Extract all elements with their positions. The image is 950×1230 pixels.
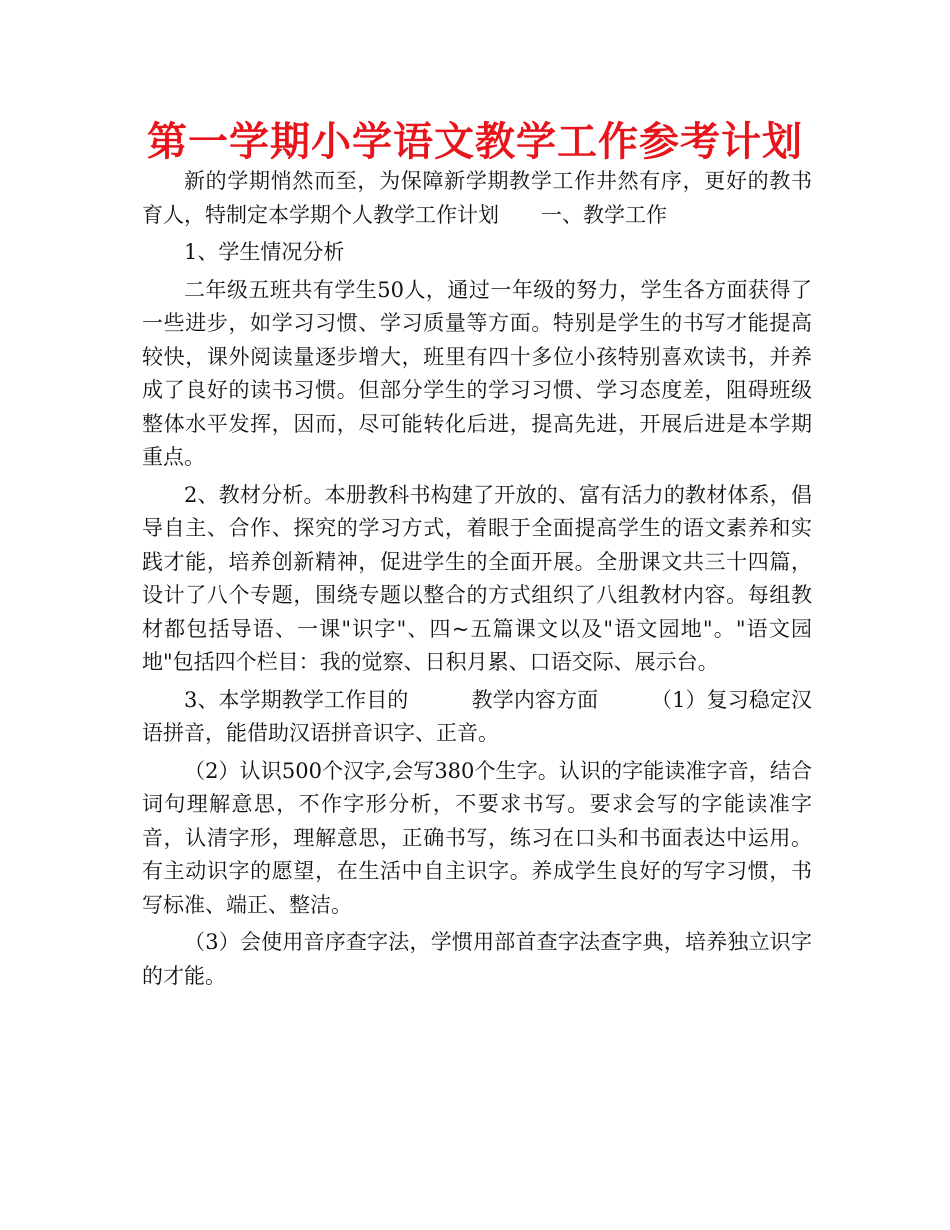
paragraph-heading-student-analysis: 1、学生情况分析 (184, 240, 345, 264)
paragraph-intro: 新的学期悄然而至，为保障新学期教学工作井然有序，更好的教书育人，特制定本学期个人教学工作计划 一、教学工作 (142, 169, 812, 227)
paragraph-student-analysis: 二年级五班共有学生50人，通过一年级的努力，学生各方面获得了一些进步，如学习习惯、学习质量等方面。特别是学生的书写才能提高较快，课外阅读量逐步增大，班里有四十多位小孩特别喜欢读书，并养成了良好的读书习惯。但部分学生的学习习惯、学习态度差，阻碍班级整体水平发挥，因而，尽可能转化后进，提高先进，开展后进是本学期重点。 (142, 277, 812, 469)
document-title: 第一学期小学语文教学工作参考计划 (147, 118, 803, 165)
paragraph-goal-2: （2）认识500个汉字,会写380个生字。认识的字能读准字音，结合词句理解意思，不作字形分析，不要求书写。要求会写的字能读准字音，认清字形，理解意思，正确书写，练习在口头和书面表达中运用。有主动识字的愿望，在生活中自主识字。养成学生良好的写字习惯，书写标准、端正、整洁。 (142, 758, 812, 917)
paragraph-teaching-goals: 3、本学期教学工作目的 教学内容方面 （1）复习稳定汉语拼音，能借助汉语拼音识字、正音。 (142, 687, 812, 745)
paragraph-textbook-analysis: 2、教材分析。本册教科书构建了开放的、富有活力的教材体系，倡导自主、合作、探究的学习方式，着眼于全面提高学生的语文素养和实践才能，培养创新精神，促进学生的全面开展。全册课文共三十四篇，设计了八个专题，围绕专题以整合的方式组织了八组教材内容。每组教材都包括导语、一课"识字"、四~五篇课文以及"语文园地"。"语文园地"包括四个栏目：我的觉察、日积月累、口语交际、展示台。 (142, 482, 812, 674)
paragraph-goal-3: （3）会使用音序查字法，学惯用部首查字法查字典，培养独立识字的才能。 (142, 930, 812, 988)
document-body (142, 165, 812, 997)
